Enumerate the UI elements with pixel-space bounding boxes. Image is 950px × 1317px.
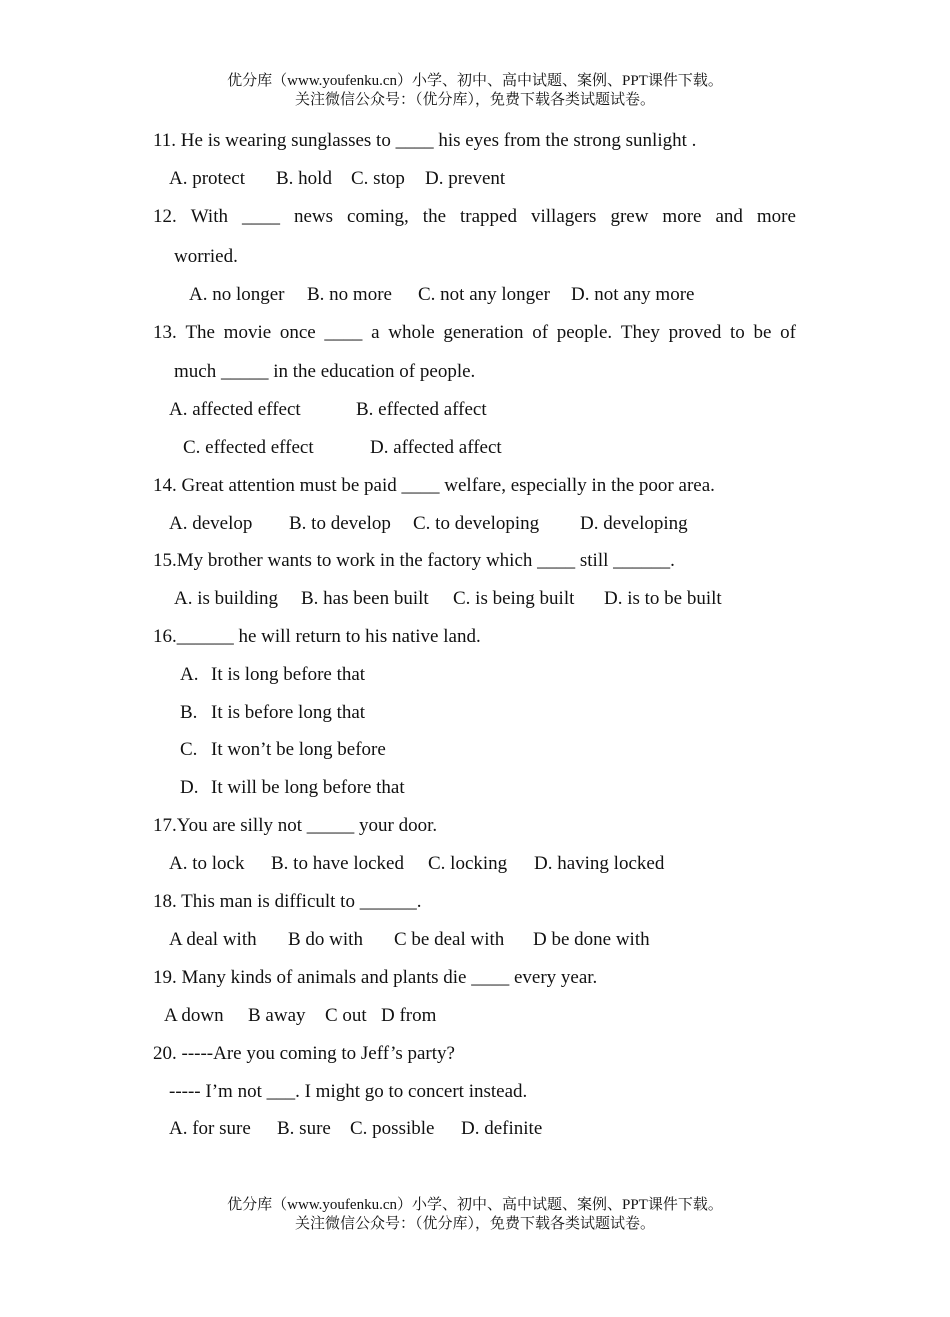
q13-option-a: A. affected effect	[169, 399, 301, 420]
q18-option-d: D be done with	[533, 929, 650, 950]
q11-option-a: A. protect	[169, 168, 245, 189]
q16-option-b-letter: B.	[180, 702, 198, 723]
q17-option-b: B. to have locked	[271, 853, 404, 874]
q20-option-d: D. definite	[461, 1118, 543, 1139]
q17-option-c: C. locking	[428, 853, 508, 874]
q12-option-a: A. no longer	[189, 284, 285, 305]
q11-option-c: C. stop	[351, 168, 405, 189]
question-12-stem-line-1: 12. With ____ news coming, the trapped villagers grew more and more	[153, 206, 796, 227]
header-line-2: 关注微信公众号：（优分库），免费下载各类试题试卷。	[294, 92, 655, 108]
question-20-stem-line-1: 20. -----Are you coming to Jeff’s party?	[153, 1043, 455, 1064]
question-13-stem-line-1: 13. The movie once ____ a whole generation of people. They proved to be of	[153, 322, 796, 343]
q15-option-c: C. is being built	[453, 588, 575, 609]
question-12-stem-line-2: worried.	[174, 246, 238, 267]
question-15-stem: 15.My brother wants to work in the factory which ____ still ______.	[153, 550, 675, 571]
q15-option-a: A. is building	[174, 588, 278, 609]
q16-option-c-letter: C.	[180, 739, 198, 760]
q13-option-c: C. effected effect	[183, 437, 314, 458]
page-header	[0, 72, 950, 110]
q18-option-a: A deal with	[169, 929, 257, 950]
q16-option-b: It is before long that	[211, 702, 366, 723]
q12-option-d: D. not any more	[571, 284, 695, 305]
q17-option-a: A. to lock	[169, 853, 245, 874]
q19-option-b: B away	[248, 1005, 306, 1026]
question-19-stem: 19. Many kinds of animals and plants die ____ every year.	[153, 967, 598, 988]
q14-option-c: C. to developing	[413, 513, 540, 534]
q20-option-a: A. for sure	[169, 1118, 251, 1139]
header-line-1: 优分库（www.youfenku.cn）小学、初中、高中试题、案例、PPT课件下载。	[227, 73, 723, 89]
q14-option-b: B. to develop	[289, 513, 391, 534]
q19-option-a: A down	[164, 1005, 224, 1026]
q16-option-c: It won’t be long before	[211, 739, 386, 760]
q15-option-d: D. is to be built	[604, 588, 722, 609]
q17-option-d: D. having locked	[534, 853, 665, 874]
q14-option-d: D. developing	[580, 513, 688, 534]
q14-option-a: A. develop	[169, 513, 253, 534]
q16-option-a: It is long before that	[211, 664, 366, 685]
question-11-stem: 11. He is wearing sunglasses to ____ his eyes from the strong sunlight .	[153, 130, 697, 151]
q12-option-c: C. not any longer	[418, 284, 550, 305]
question-17-stem: 17.You are silly not _____ your door.	[153, 815, 438, 836]
q20-option-c: C. possible	[350, 1118, 435, 1139]
q16-option-d: It will be long before that	[211, 777, 405, 798]
footer-line-1: 优分库（www.youfenku.cn）小学、初中、高中试题、案例、PPT课件下载。	[227, 1197, 723, 1213]
question-18-stem: 18. This man is difficult to ______.	[153, 891, 422, 912]
q18-option-c: C be deal with	[394, 929, 505, 950]
q19-option-d: D from	[381, 1005, 437, 1026]
q16-option-d-letter: D.	[180, 777, 199, 798]
q20-option-b: B. sure	[277, 1118, 331, 1139]
question-14-stem: 14. Great attention must be paid ____ welfare, especially in the poor area.	[153, 475, 715, 496]
q15-option-b: B. has been built	[301, 588, 429, 609]
page-footer	[0, 1196, 950, 1234]
q11-option-b: B. hold	[276, 168, 332, 189]
q12-option-b: B. no more	[307, 284, 392, 305]
q16-option-a-letter: A.	[180, 664, 199, 685]
q19-option-c: C out	[325, 1005, 367, 1026]
q13-option-b: B. effected affect	[356, 399, 487, 420]
q13-option-d: D. affected affect	[370, 437, 502, 458]
question-13-stem-line-2: much _____ in the education of people.	[174, 361, 476, 382]
question-16-stem: 16.______ he will return to his native land.	[153, 626, 481, 647]
question-20-stem-line-2: ----- I’m not ___. I might go to concert instead.	[169, 1081, 528, 1102]
q18-option-b: B do with	[288, 929, 363, 950]
q11-option-d: D. prevent	[425, 168, 506, 189]
footer-line-2: 关注微信公众号：（优分库），免费下载各类试题试卷。	[294, 1216, 655, 1232]
